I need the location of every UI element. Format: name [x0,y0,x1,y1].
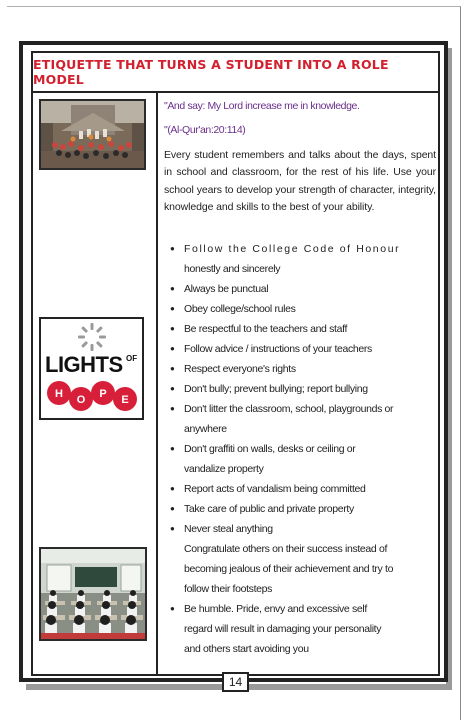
group-photo-image [41,101,144,168]
list-item-text: Respect everyone's rights [184,363,296,375]
list-item-text: Don't graffiti on walls, desks or ceiling or [184,443,356,455]
list-item-text: anywhere [184,423,227,435]
list-item [160,379,436,399]
list-item-text: Always be punctual [184,283,269,295]
list-item [160,339,436,359]
content-box [31,51,440,676]
list-item-text: follow their footsteps [184,583,273,595]
etiquette-list [160,239,436,659]
list-item [160,399,436,439]
list-item-text: Don't litter the classroom, school, playgrounds or [184,403,394,415]
page-number: 14 [222,672,249,692]
list-item-text: becoming jealous of their achievement and try to [184,563,394,575]
list-item-text: Follow the College Code of Honour [184,243,401,255]
list-item [160,519,436,539]
list-item-text: regard will result in damaging your personality [184,623,382,635]
list-item-text: Follow advice / instructions of your teachers [184,343,372,355]
intro-paragraph: Every student remembers and talks about the days, spent in school and classroom, for the rest of his life. Use your school years to develop your strength of character, integrity, knowledge and skills to the best of your ability. [164,149,436,213]
list-item-text: Obey college/school rules [184,303,296,315]
list-item [160,439,436,479]
list-item [160,599,436,659]
list-item [160,499,436,519]
lights-of-hope-logo [39,317,144,420]
list-item-text: Never steal anything [184,523,273,535]
page-title: ETIQUETTE THAT TURNS A STUDENT INTO A ROLE MODEL [33,57,389,87]
list-item-text: Take care of public and private property [184,503,354,515]
list-item [160,479,436,499]
balloon-letter-o: O [76,394,86,406]
image-column [33,93,158,674]
balloon-letter-h: H [55,388,63,400]
list-item [160,279,436,299]
list-item-text: Congratulate others on their success instead of [184,543,388,555]
list-item-text: Report acts of vandalism being committed [184,483,366,495]
balloon-letter-e: E [121,394,129,406]
list-item-text: Don't bully; prevent bullying; report bullying [184,383,368,395]
classroom-photo [39,547,147,641]
logo-word-of: OF [126,354,138,363]
list-item-text: honestly and sincerely [184,263,281,275]
list-item-text: Be humble. Pride, envy and excessive self [184,603,367,615]
list-item-text: vandalize property [184,463,264,475]
list-item [160,359,436,379]
group-photo [39,99,146,170]
sunburst-icon [77,322,107,352]
list-item-text: and others start avoiding you [184,643,309,655]
classroom-photo-image [41,549,145,639]
text-column [160,93,436,674]
list-item [160,319,436,339]
logo-word-lights: LIGHTS [45,352,123,377]
quran-citation: "(Al-Qur'an:20:114) [164,124,246,136]
hope-balloons-icon [43,377,140,417]
balloon-letter-p: P [99,388,107,400]
list-item [160,299,436,319]
list-item [160,539,436,599]
title-box [33,53,438,93]
list-item-text: Be respectful to the teachers and staff [184,323,348,335]
list-item [160,239,436,279]
page-frame [19,41,448,682]
quran-quote: "And say: My Lord increase me in knowledge. [164,100,360,112]
